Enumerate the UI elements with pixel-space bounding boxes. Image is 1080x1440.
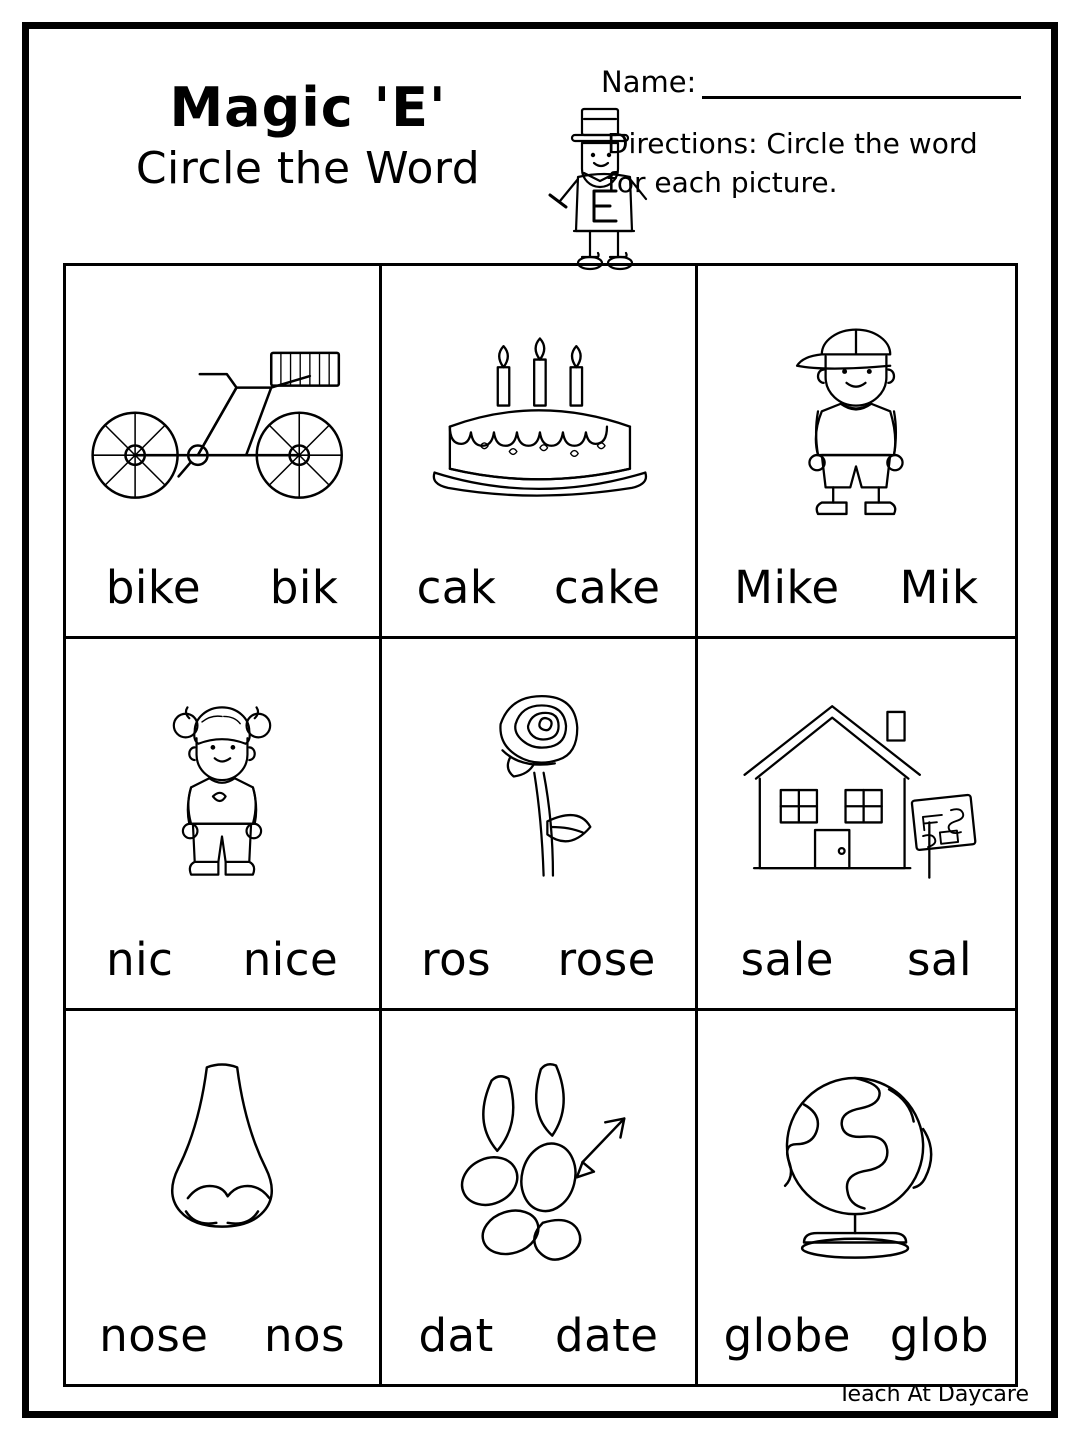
word-option[interactable]: bike (105, 560, 202, 614)
word-option[interactable]: Mike (734, 560, 840, 614)
grid-cell[interactable] (382, 639, 698, 1012)
word-option[interactable]: Mik (899, 560, 979, 614)
word-option[interactable]: glob (889, 1308, 990, 1362)
title-line-2: Circle the Word (135, 143, 481, 194)
word-option[interactable]: cake (553, 560, 661, 614)
worksheet-header (47, 41, 1033, 263)
grid-cell[interactable] (66, 1011, 382, 1384)
word-option[interactable]: nos (264, 1308, 346, 1362)
word-option[interactable]: sal (906, 933, 972, 987)
word-choices[interactable] (704, 1309, 1008, 1376)
title-line-1: Magic 'E' (169, 76, 447, 139)
word-option[interactable]: cak (416, 560, 497, 614)
name-input-line[interactable] (702, 68, 1021, 99)
word-choices[interactable] (388, 1309, 689, 1376)
birthday-cake-icon (388, 276, 689, 561)
word-option[interactable]: nice (242, 933, 339, 987)
word-option[interactable]: rose (557, 933, 656, 987)
name-field-row[interactable] (601, 65, 1021, 99)
grid-cell[interactable] (66, 639, 382, 1012)
grid-cell[interactable] (382, 266, 698, 639)
word-option[interactable]: bik (269, 560, 339, 614)
word-option[interactable]: ros (421, 933, 492, 987)
word-choices[interactable] (72, 561, 373, 628)
word-option[interactable]: nic (106, 933, 174, 987)
bicycle-icon (72, 276, 373, 561)
word-choices[interactable] (388, 933, 689, 1000)
word-option[interactable]: globe (723, 1308, 851, 1362)
boy-icon (704, 276, 1008, 561)
globe-icon (704, 1021, 1008, 1309)
word-picture-grid (63, 263, 1018, 1387)
dates-fruit-icon (388, 1021, 689, 1309)
word-option[interactable]: date (555, 1308, 659, 1362)
word-choices[interactable] (704, 933, 1008, 1000)
directions-text: Directions: Circle the word for each picture. (607, 127, 978, 199)
girl-icon (72, 649, 373, 934)
page-title (93, 76, 523, 196)
word-choices[interactable] (388, 561, 689, 628)
grid-cell[interactable] (698, 639, 1014, 1012)
house-for-sale-icon (704, 649, 1008, 934)
name-label: Name: (601, 65, 697, 99)
nose-icon (72, 1021, 373, 1309)
word-option[interactable]: sale (740, 933, 834, 987)
worksheet-border (22, 22, 1058, 1418)
grid-cell[interactable] (66, 266, 382, 639)
word-choices[interactable] (704, 561, 1008, 628)
rose-icon (388, 649, 689, 934)
word-choices[interactable] (72, 933, 373, 1000)
grid-cell[interactable] (382, 1011, 698, 1384)
footer-credit: Teach At Daycare (837, 1382, 1029, 1407)
word-option[interactable]: dat (418, 1308, 494, 1362)
word-option[interactable]: nose (99, 1308, 209, 1362)
grid-cell[interactable] (698, 1011, 1014, 1384)
grid-cell[interactable] (698, 266, 1014, 639)
word-choices[interactable] (72, 1309, 373, 1376)
